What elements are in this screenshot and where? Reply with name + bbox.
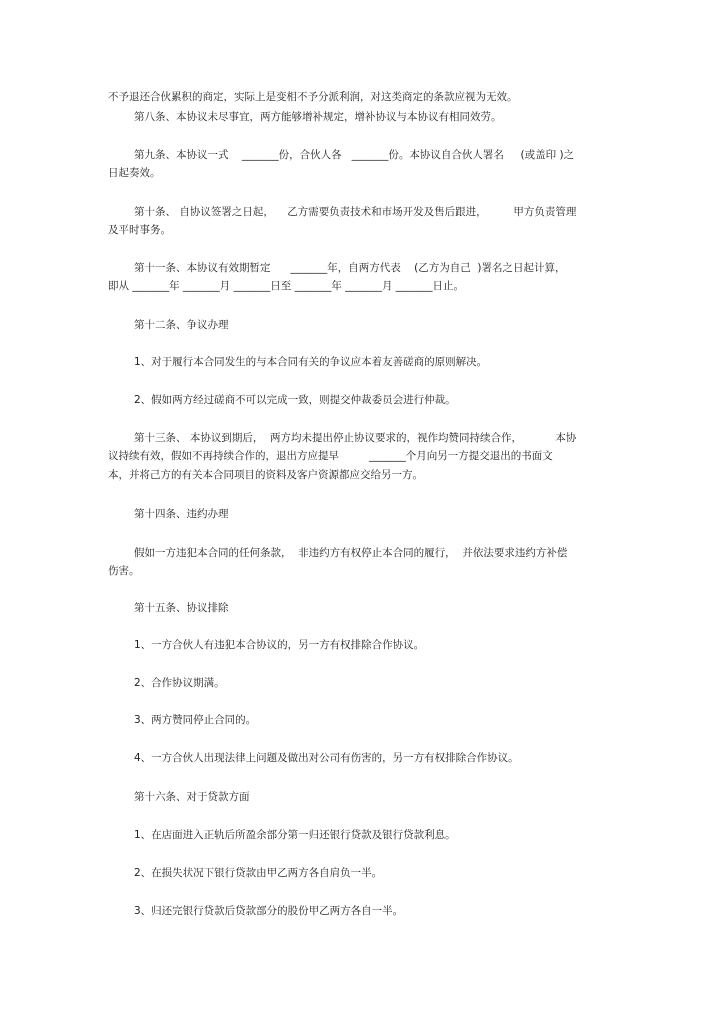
text-line: 即从 _______年 _______月 _______日至 _______年 _______月 _______日止。 (108, 280, 465, 292)
clause-15-heading: 第十五条、协议排除 (134, 602, 229, 614)
text-line: 本，并将己方的有关本合同项目的资料及客户资源都应交给另一方。 (108, 469, 423, 481)
clause-9: 第九条、本协议一式 _______份，合伙人各 _______份。本协议自合伙人署名 (或盖印 )之 (134, 149, 575, 161)
text-line: 议持续有效，假如不再持续合作的，退出方应提早 _______个月向另一方提交退出的书面文 (108, 450, 553, 462)
clause-8: 第八条、本协议未尽事宜，两方能够增补规定，增补协议与本协议有相同效劳。 (134, 111, 502, 123)
text-line: 伤害。 (108, 565, 140, 577)
text-line: 日起奏效。 (108, 167, 161, 179)
text-line: 及平时事务。 (108, 224, 171, 236)
text-line: 不予退还合伙累积的商定，实际上是变相不予分派利润，对这类商定的条款应视为无效。 (108, 91, 518, 103)
list-item: 4、一方合伙人出现法律上问题及做出对公司有伤害的，另一方有权排除合作协议。 (134, 752, 519, 764)
list-item: 1、对于履行本合同发生的与本合同有关的争议应本着友善磋商的原则解决。 (134, 356, 488, 368)
list-item: 1、在店面进入正轨后所盈余部分第一归还银行贷款及银行贷款利息。 (134, 829, 456, 841)
clause-11: 第十一条、本协议有效期暂定 _______年，自两方代表 (乙方为自己 )署名之日起计算， (134, 262, 566, 274)
list-item: 3、两方赞同停止合同的。 (134, 714, 257, 726)
clause-10: 第十条、 自协议签署之日起， 乙方需要负责技术和市场开发及售后跟进， 甲方负责管理 (134, 206, 577, 218)
list-item: 1、一方合伙人有违犯本合协议的，另一方有权排除合作协议。 (134, 639, 425, 651)
clause-14-heading: 第十四条、违约办理 (134, 508, 229, 520)
clause-13: 第十三条、 本协议到期后， 两方均未提出停止协议要求的，视作均赞同持续合作， 本协 (134, 432, 577, 444)
list-item: 2、在损失状况下银行贷款由甲乙两方各自肩负一半。 (134, 867, 383, 879)
list-item: 2、合作协议期满。 (134, 677, 225, 689)
list-item: 2、假如两方经过磋商不可以完成一致，则提交仲裁委员会进行仲裁。 (134, 394, 456, 406)
clause-16-heading: 第十六条、对于贷款方面 (134, 791, 250, 803)
list-item: 3、归还完银行贷款后贷款部分的股份甲乙两方各自一半。 (134, 905, 404, 917)
clause-14-body: 假如一方违犯本合同的任何条款， 非违约方有权停止本合同的履行， 并依法要求违约方补偿 (134, 547, 568, 559)
clause-12-heading: 第十二条、争议办理 (134, 319, 229, 331)
